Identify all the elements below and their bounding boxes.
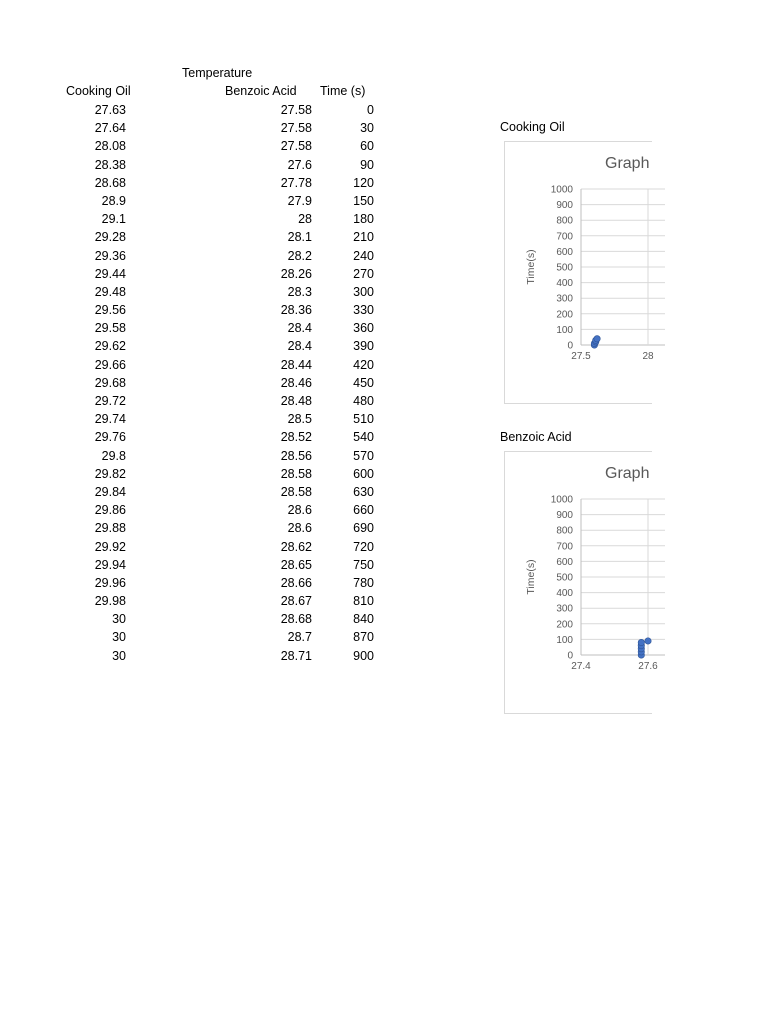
cooking-oil-cell: 29.92 — [94, 539, 126, 554]
table-row — [0, 556, 400, 574]
y-tick-label: 300 — [556, 603, 573, 615]
time-cell: 660 — [353, 503, 374, 518]
time-cell: 240 — [353, 248, 374, 263]
cooking-oil-cell: 28.08 — [94, 139, 126, 154]
table-row — [0, 574, 400, 592]
time-cell: 480 — [353, 394, 374, 408]
y-tick-label: 100 — [556, 324, 573, 336]
benzoic-acid-cell: 28.65 — [280, 557, 312, 572]
cooking-oil-cell: 30 — [112, 630, 126, 645]
table-row — [0, 483, 400, 501]
table-row — [0, 647, 400, 665]
cooking-oil-cell: 29.48 — [94, 284, 126, 299]
time-cell: 300 — [353, 284, 374, 299]
table-row — [0, 428, 400, 446]
benzoic-acid-cell: 28.5 — [287, 412, 312, 427]
table-row — [0, 356, 400, 374]
table-row — [0, 192, 400, 210]
time-cell: 90 — [360, 157, 374, 172]
benzoic-acid-cell: 28.48 — [280, 394, 312, 408]
table-row — [0, 283, 400, 301]
cooking-oil-cell: 29.56 — [94, 303, 126, 318]
time-cell: 600 — [353, 466, 374, 481]
benzoic-acid-cell: 28.52 — [280, 430, 312, 445]
y-tick-label: 1000 — [550, 494, 573, 506]
benzoic-acid-cell: 28.1 — [287, 230, 312, 245]
benzoic-acid-cell: 28.4 — [287, 339, 312, 354]
y-tick-label: 200 — [556, 309, 573, 321]
cooking-oil-cell: 29.84 — [94, 484, 126, 499]
benzoic-acid-cell: 28.4 — [287, 321, 312, 336]
chart-caption-benzoic-acid: Benzoic Acid — [500, 430, 572, 444]
time-cell: 270 — [353, 266, 374, 281]
table-row — [0, 301, 400, 319]
table-row — [0, 119, 400, 137]
cooking-oil-cell: 29.76 — [94, 430, 126, 445]
benzoic-acid-cell: 28.56 — [280, 448, 312, 463]
y-tick-label: 700 — [556, 231, 573, 243]
y-tick-label: 400 — [556, 278, 573, 290]
benzoic-acid-cell: 28.62 — [280, 539, 312, 554]
cooking-oil-cell: 29.62 — [94, 339, 126, 354]
data-point — [645, 638, 651, 644]
table-row — [0, 610, 400, 628]
cooking-oil-cell: 29.8 — [101, 448, 126, 463]
time-cell: 720 — [353, 539, 374, 554]
chart-cooking-oil[interactable] — [504, 141, 652, 404]
column-header-time: Time (s) — [320, 84, 366, 98]
benzoic-acid-cell: 27.9 — [287, 193, 312, 208]
table-row — [0, 210, 400, 228]
table-row — [0, 410, 400, 428]
y-tick-label: 400 — [556, 588, 573, 600]
cooking-oil-cell: 27.64 — [94, 121, 126, 136]
benzoic-acid-cell: 28.7 — [287, 630, 312, 645]
benzoic-acid-cell: 28.36 — [280, 303, 312, 318]
cooking-oil-cell: 29.82 — [94, 466, 126, 481]
cooking-oil-cell: 27.63 — [94, 103, 126, 117]
table-row — [0, 156, 400, 174]
benzoic-acid-cell: 28.58 — [280, 484, 312, 499]
time-cell: 60 — [360, 139, 374, 154]
time-cell: 540 — [353, 430, 374, 445]
time-cell: 450 — [353, 375, 374, 390]
time-cell: 120 — [353, 175, 374, 190]
header-temperature: Temperature — [182, 66, 253, 80]
y-tick-label: 900 — [556, 510, 573, 522]
y-tick-label: 800 — [556, 525, 573, 537]
cooking-oil-cell: 30 — [112, 648, 126, 663]
data-table — [0, 101, 400, 665]
time-cell: 750 — [353, 557, 374, 572]
time-cell: 360 — [353, 321, 374, 336]
data-point — [638, 639, 644, 645]
benzoic-acid-cell: 27.6 — [287, 157, 312, 172]
table-row — [0, 538, 400, 556]
table-row — [0, 337, 400, 355]
y-tick-label: 600 — [556, 246, 573, 258]
y-tick-label: 700 — [556, 541, 573, 553]
column-header-benzoic-acid: Benzoic Acid — [225, 84, 297, 98]
cooking-oil-cell: 28.9 — [101, 193, 126, 208]
cooking-oil-cell: 29.1 — [101, 212, 126, 227]
y-axis-label: Time(s) — [525, 559, 537, 595]
benzoic-acid-cell: 27.58 — [280, 121, 312, 136]
x-tick-label: 27.5 — [571, 351, 591, 362]
time-cell: 630 — [353, 484, 374, 499]
table-row — [0, 137, 400, 155]
time-cell: 210 — [353, 230, 374, 245]
cooking-oil-cell: 29.44 — [94, 266, 126, 281]
table-row — [0, 392, 400, 410]
time-cell: 390 — [353, 339, 374, 354]
benzoic-acid-cell: 28.68 — [280, 612, 312, 627]
x-tick-label: 28 — [642, 351, 654, 362]
cooking-oil-cell: 28.38 — [94, 157, 126, 172]
cooking-oil-cell: 29.98 — [94, 594, 126, 609]
y-tick-label: 200 — [556, 619, 573, 631]
time-cell: 330 — [353, 303, 374, 318]
y-tick-label: 1000 — [550, 184, 573, 196]
table-row — [0, 501, 400, 519]
table-row — [0, 519, 400, 537]
table-row — [0, 228, 400, 246]
cooking-oil-cell: 29.88 — [94, 521, 126, 536]
time-cell: 810 — [353, 594, 374, 609]
y-tick-label: 900 — [556, 200, 573, 212]
benzoic-acid-cell: 27.58 — [280, 139, 312, 154]
table-row — [0, 319, 400, 337]
x-tick-label: 27.6 — [638, 661, 658, 672]
cooking-oil-cell: 29.74 — [94, 412, 126, 427]
time-cell: 180 — [353, 212, 374, 227]
y-tick-label: 500 — [556, 262, 573, 274]
table-row — [0, 628, 400, 646]
time-cell: 510 — [353, 412, 374, 427]
cooking-oil-cell: 29.72 — [94, 394, 126, 408]
x-tick-label: 27.4 — [571, 661, 591, 672]
chart-benzoic-acid[interactable] — [504, 451, 658, 714]
data-point — [594, 336, 600, 342]
cooking-oil-cell: 29.86 — [94, 503, 126, 518]
benzoic-acid-cell: 27.58 — [280, 103, 312, 117]
benzoic-acid-cell: 28.26 — [280, 266, 312, 281]
table-row — [0, 592, 400, 610]
table-row — [0, 447, 400, 465]
y-tick-label: 100 — [556, 634, 573, 646]
benzoic-acid-cell: 28.71 — [280, 648, 312, 663]
time-cell: 150 — [353, 193, 374, 208]
table-row — [0, 465, 400, 483]
cooking-oil-cell: 29.68 — [94, 375, 126, 390]
time-cell: 30 — [360, 121, 374, 136]
y-tick-label: 0 — [567, 340, 573, 352]
benzoic-acid-cell: 28.67 — [280, 594, 312, 609]
benzoic-acid-cell: 28.58 — [280, 466, 312, 481]
cooking-oil-cell: 29.58 — [94, 321, 126, 336]
y-tick-label: 600 — [556, 556, 573, 568]
benzoic-acid-cell: 28 — [298, 212, 312, 227]
y-tick-label: 0 — [567, 650, 573, 662]
table-row — [0, 247, 400, 265]
y-tick-label: 800 — [556, 215, 573, 227]
table-row — [0, 374, 400, 392]
cooking-oil-cell: 30 — [112, 612, 126, 627]
chart-caption-cooking-oil: Cooking Oil — [500, 120, 565, 134]
cooking-oil-cell: 29.94 — [94, 557, 126, 572]
cooking-oil-cell: 29.96 — [94, 575, 126, 590]
time-cell: 0 — [367, 103, 374, 117]
y-tick-label: 300 — [556, 293, 573, 305]
chart-title: Graph — [605, 465, 650, 482]
time-cell: 570 — [353, 448, 374, 463]
time-cell: 900 — [353, 648, 374, 663]
benzoic-acid-cell: 28.44 — [280, 357, 312, 372]
benzoic-acid-cell: 28.6 — [287, 503, 312, 518]
cooking-oil-cell: 28.68 — [94, 175, 126, 190]
chart-benzoic-acid-svg — [505, 452, 658, 713]
time-cell: 870 — [353, 630, 374, 645]
time-cell: 780 — [353, 575, 374, 590]
benzoic-acid-cell: 28.46 — [280, 375, 312, 390]
chart-cooking-oil-svg — [505, 142, 652, 403]
chart-title: Graph — [605, 155, 650, 172]
cooking-oil-cell: 29.66 — [94, 357, 126, 372]
benzoic-acid-cell: 28.6 — [287, 521, 312, 536]
column-header-cooking-oil: Cooking Oil — [66, 84, 131, 98]
benzoic-acid-cell: 28.66 — [280, 575, 312, 590]
table-row — [0, 174, 400, 192]
benzoic-acid-cell: 27.78 — [280, 175, 312, 190]
time-cell: 840 — [353, 612, 374, 627]
cooking-oil-cell: 29.36 — [94, 248, 126, 263]
cooking-oil-cell: 29.28 — [94, 230, 126, 245]
time-cell: 420 — [353, 357, 374, 372]
y-axis-label: Time(s) — [525, 249, 537, 285]
benzoic-acid-cell: 28.3 — [287, 284, 312, 299]
y-tick-label: 500 — [556, 572, 573, 584]
table-row — [0, 101, 400, 119]
benzoic-acid-cell: 28.2 — [287, 248, 312, 263]
table-row — [0, 265, 400, 283]
time-cell: 690 — [353, 521, 374, 536]
